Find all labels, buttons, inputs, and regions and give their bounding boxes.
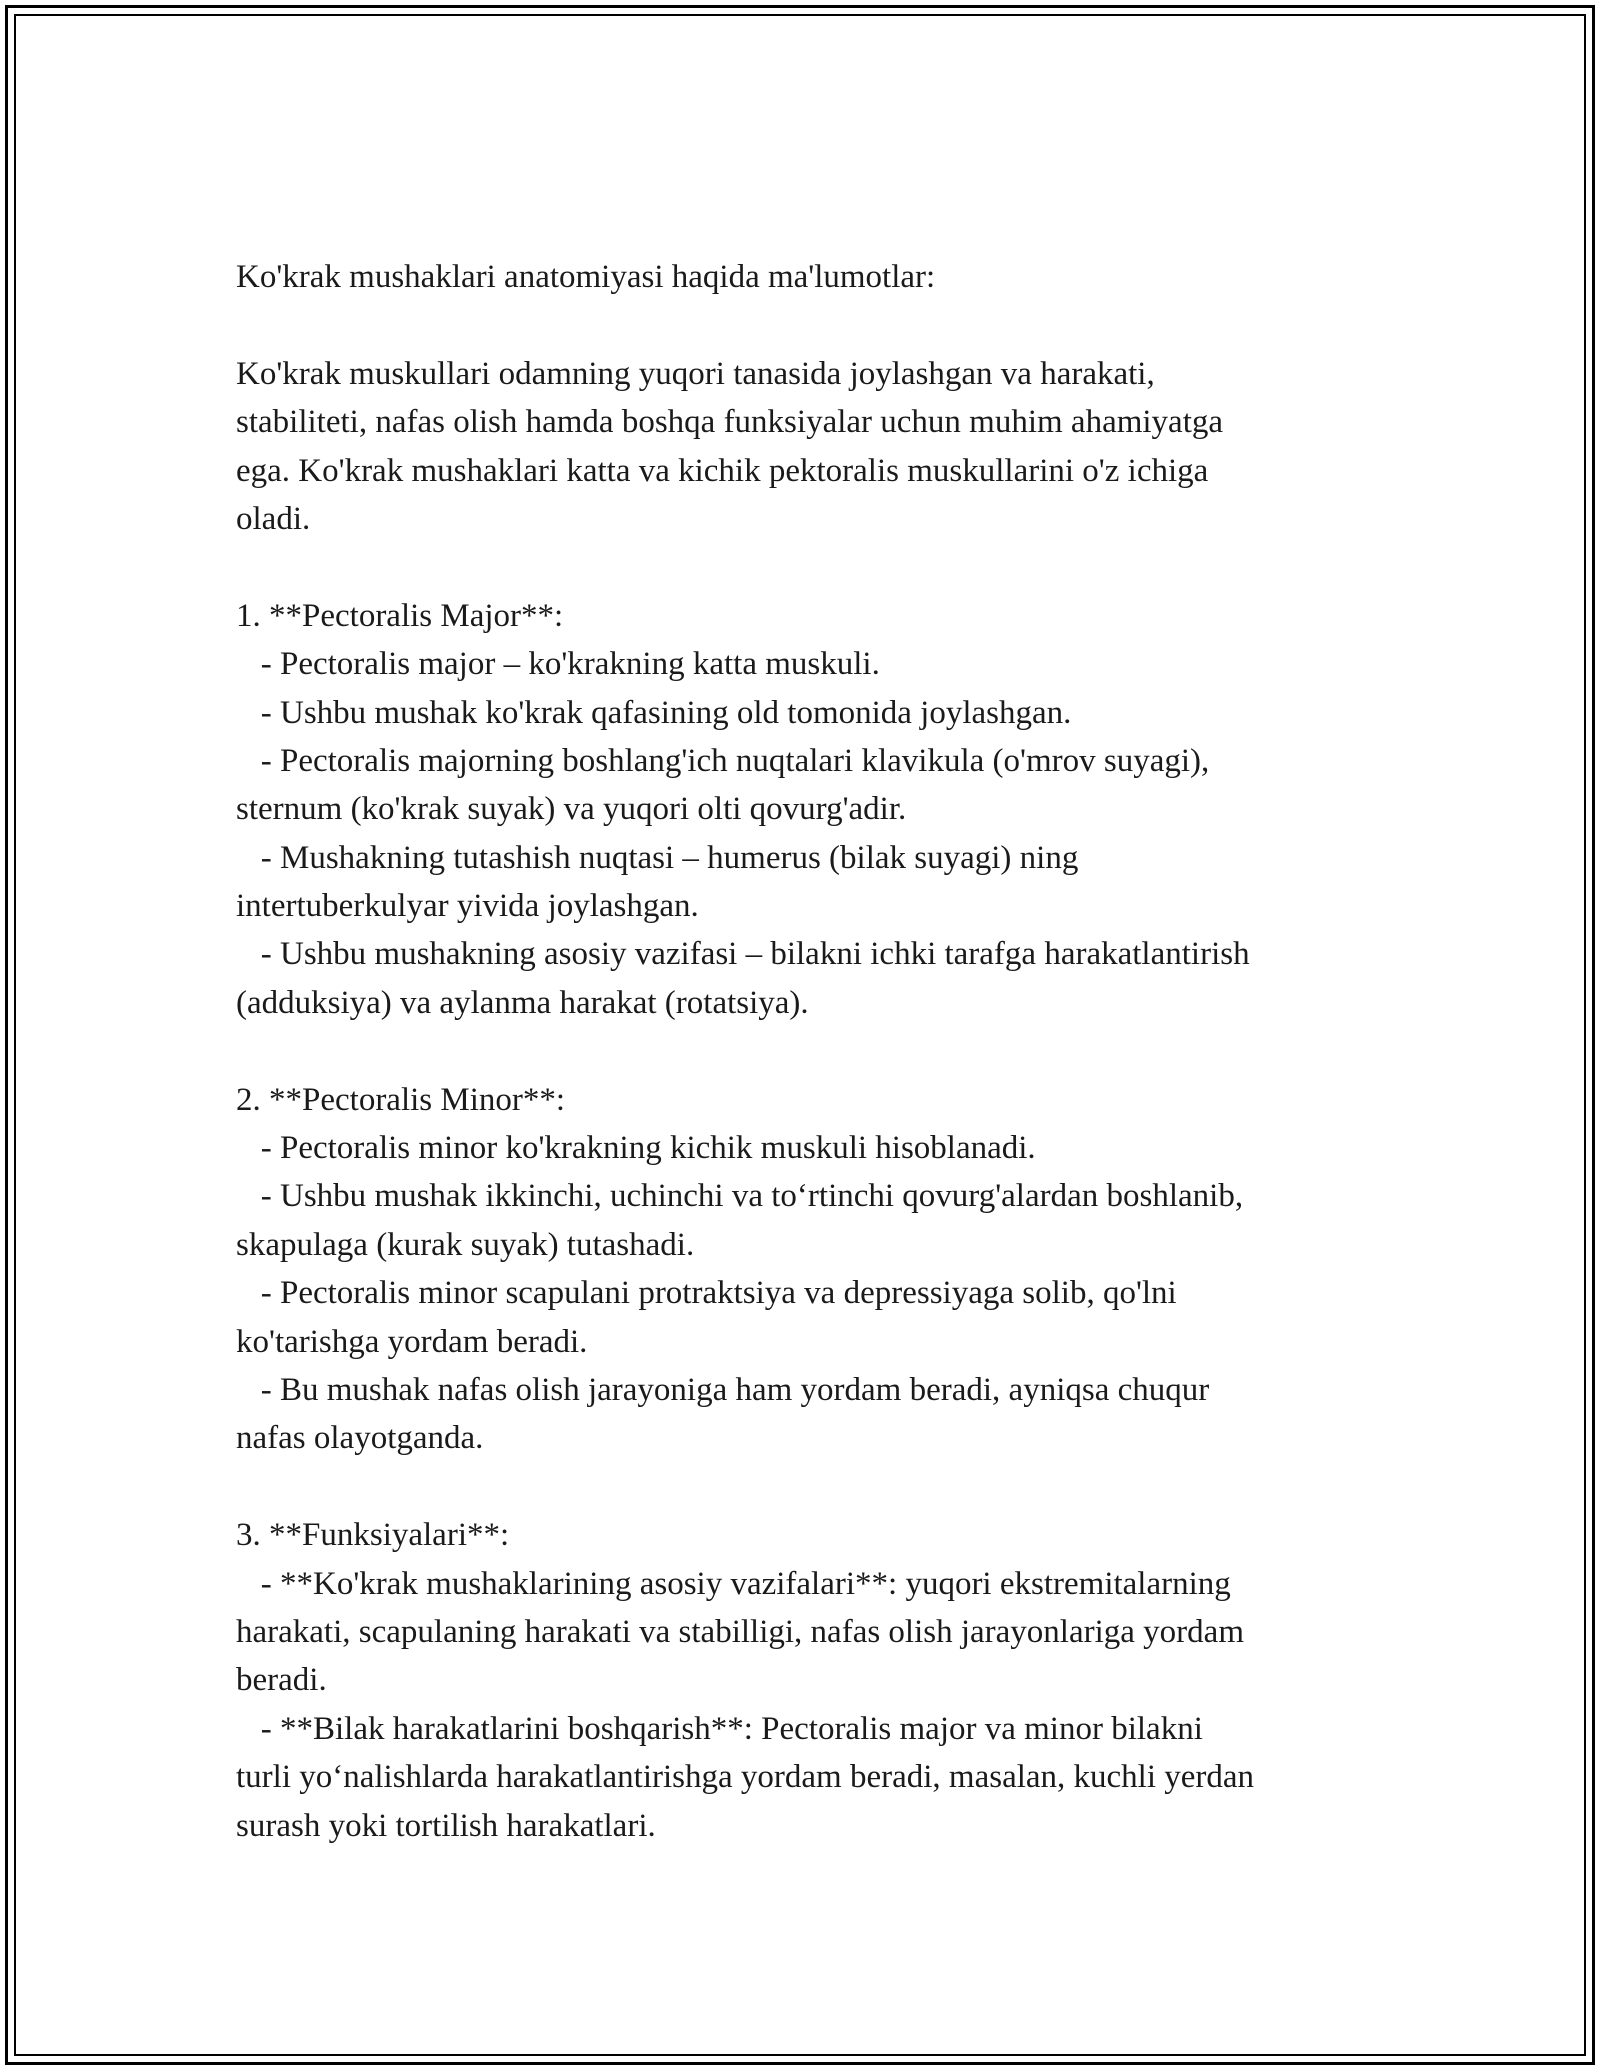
section-pectoralis-minor [236, 1076, 1376, 1463]
intro-line: Ko'krak muskullari odamning yuqori tanasida joylashgan va harakati, [236, 355, 1155, 392]
section-line: - Pectoralis major – ko'krakning katta muskuli. [236, 646, 880, 683]
section-heading: 3. **Funksiyalari**: [236, 1517, 510, 1554]
section-line: - Ushbu mushakning asosiy vazifasi – bilakni ichki tarafga harakatlantirish [236, 936, 1250, 973]
intro-paragraph [236, 350, 1376, 544]
section-line: - Bu mushak nafas olish jarayoniga ham yordam beradi, ayniqsa chuqur [236, 1371, 1210, 1408]
section-line: intertuberkulyar yivida joylashgan. [236, 888, 699, 925]
spacer [236, 301, 1376, 349]
section-line: - Mushakning tutashish nuqtasi – humerus (bilak suyagi) ning [236, 839, 1079, 876]
section-line: - **Bilak harakatlarini boshqarish**: Pectoralis major va minor bilakni [236, 1710, 1203, 1747]
section-pectoralis-major [236, 592, 1376, 1028]
section-line: - Pectoralis minor scapulani protraktsiya va depressiyaga solib, qo'lni [236, 1275, 1177, 1312]
intro-line: stabiliteti, nafas olish hamda boshqa funksiyalar uchun muhim ahamiyatga [236, 404, 1224, 441]
section-heading: 2. **Pectoralis Minor**: [236, 1081, 566, 1118]
spacer [236, 543, 1376, 591]
document-title: Ko'krak mushaklari anatomiyasi haqida ma'lumotlar: [236, 259, 936, 295]
section-line: harakati, scapulaning harakati va stabilligi, nafas olish jarayonlariga yordam [236, 1613, 1244, 1650]
section-line: - Pectoralis majorning boshlang'ich nuqtalari klavikula (o'mrov suyagi), [236, 742, 1210, 779]
section-line: turli yo‘nalishlarda harakatlantirishga yordam beradi, masalan, kuchli yerdan [236, 1759, 1255, 1796]
section-line: surash yoki tortilish harakatlari. [236, 1807, 656, 1844]
section-line: skapulaga (kurak suyak) tutashadi. [236, 1226, 695, 1263]
section-line: - Ushbu mushak ikkinchi, uchinchi va to‘rtinchi qovurg'alardan boshlanib, [236, 1178, 1244, 1215]
intro-line: ega. Ko'krak mushaklari katta va kichik pektoralis muskullarini o'z ichiga [236, 452, 1209, 489]
section-heading: 1. **Pectoralis Major**: [236, 597, 564, 634]
spacer [236, 1027, 1376, 1075]
section-line: - Ushbu mushak ko'krak qafasining old tomonida joylashgan. [236, 694, 1072, 731]
section-line: - Pectoralis minor ko'krakning kichik muskuli hisoblanadi. [236, 1130, 1036, 1167]
section-line: (adduksiya) va aylanma harakat (rotatsiya). [236, 984, 809, 1021]
intro-line: oladi. [236, 500, 311, 537]
spacer [236, 1463, 1376, 1511]
section-line: nafas olayotganda. [236, 1420, 484, 1457]
section-funksiyalari [236, 1511, 1376, 1850]
section-line: beradi. [236, 1662, 327, 1699]
document-body [236, 253, 1376, 1850]
section-line: sternum (ko'krak suyak) va yuqori olti qovurg'adir. [236, 791, 907, 828]
section-line: ko'tarishga yordam beradi. [236, 1323, 588, 1360]
section-line: - **Ko'krak mushaklarining asosiy vazifalari**: yuqori ekstremitalarning [236, 1565, 1231, 1602]
